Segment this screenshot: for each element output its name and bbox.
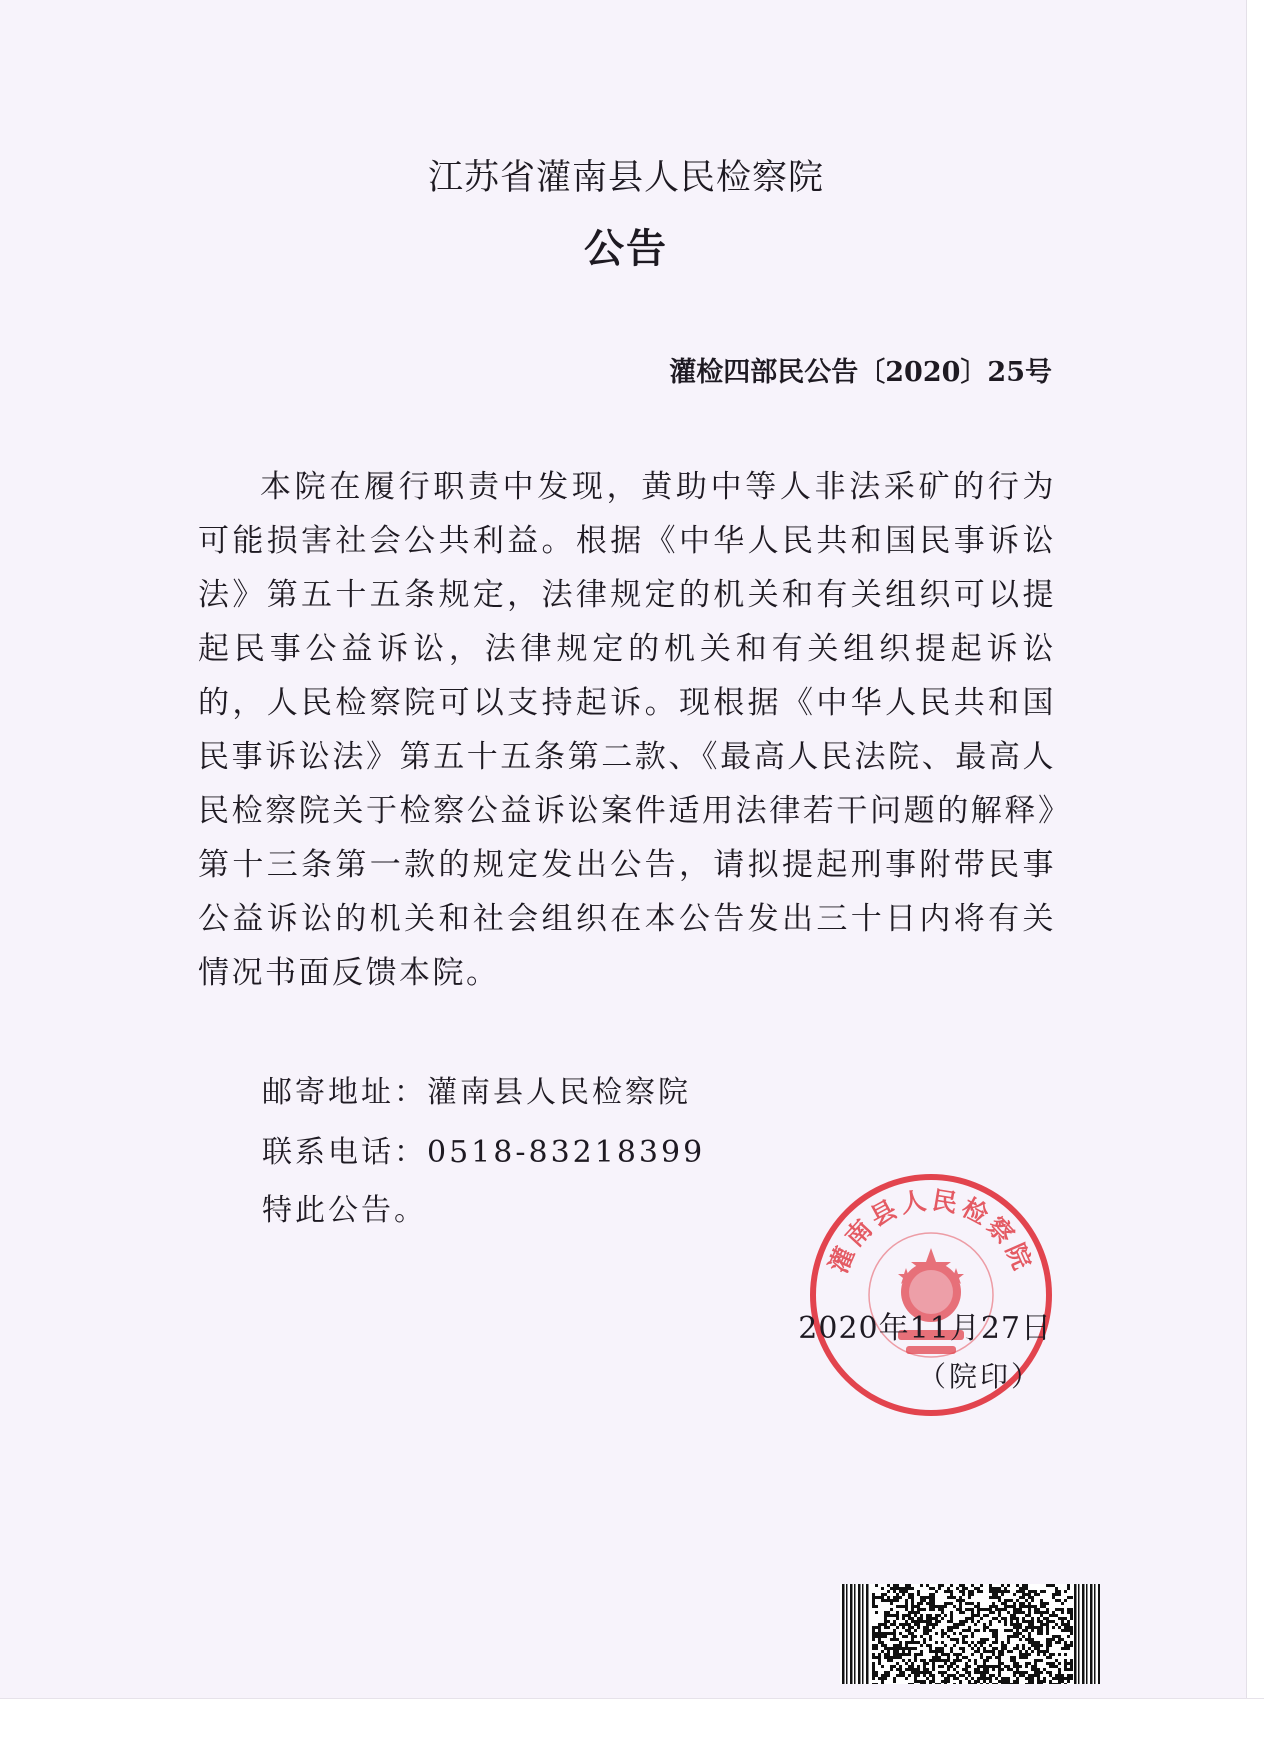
closing-statement: 特此公告。	[262, 1193, 427, 1228]
notice-body: 本院在履行职责中发现，黄助中等人非法采矿的行为可能损害社会公共利益。根据《中华人民共和国民事诉讼法》第五十五条规定，法律规定的机关和有关组织可以提起民事公益诉讼，法律规定的机关和有关组织提起诉讼的，人民检察院可以支持起诉。现根据《中华人民共和国民事诉讼法》第五十五条第二款、《最高人民法院、最高人民检察院关于检察公益诉讼案件适用法律若干问题的解释》第十三条第一款的规定发出公告，请拟提起刑事附带民事公益诉讼的机关和社会组织在本公告发出三十日内将有关情况书面反馈本院。	[198, 469, 1056, 991]
contact-phone: 联系电话：0518-83218399	[262, 1135, 706, 1170]
page-right-edge	[1246, 0, 1264, 1698]
page-bottom-edge	[0, 1698, 1264, 1754]
mailing-address: 邮寄地址：灌南县人民检察院	[262, 1075, 691, 1110]
document-barcode	[840, 1584, 1100, 1684]
issuing-organization: 江苏省灌南县人民检察院	[427, 158, 824, 198]
document-number: 灌检四部民公告〔2020〕25号	[669, 357, 1052, 388]
seal-text: 灌南县人民检察院	[823, 1185, 1039, 1278]
seal-note: （院印）	[917, 1360, 1042, 1393]
document-title: 公告	[584, 225, 668, 272]
issue-date: 2020年11月27日	[798, 1311, 1052, 1346]
